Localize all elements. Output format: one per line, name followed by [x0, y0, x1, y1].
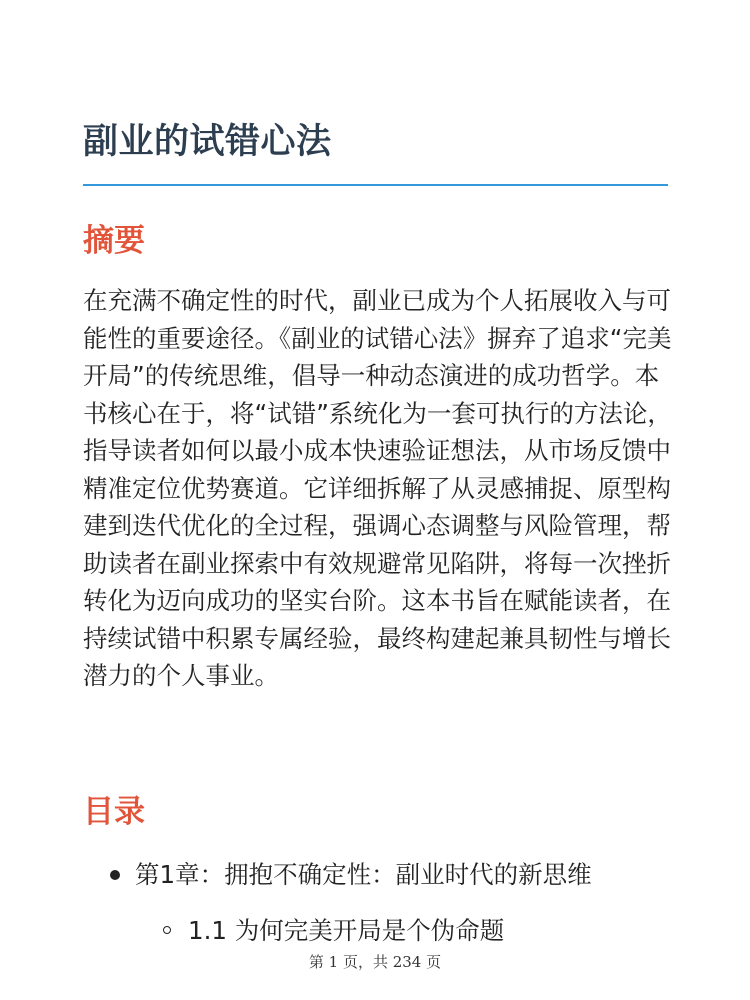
document-page — [83, 0, 672, 1000]
toc-subitem-label: 1.1 为何完美开局是个伪命题 — [188, 916, 505, 945]
hollow-bullet-icon — [163, 926, 171, 934]
filled-bullet-icon — [110, 870, 120, 880]
abstract-paragraph: 在充满不确定性的时代，副业已成为个人拓展收入与可能性的重要途径。《副业的试错心法》摒弃了追求“完美开局”的传统思维，倡导一种动态演进的成功哲学。本书核心在于，将“试错”系统化为一套可执行的方法论，指导读者如何以最小成本快速验证想法，从市场反馈中精准定位优势赛道。它详细拆解了从灵感捕捉、原型构建到迭代优化的全过程，强调心态调整与风险管理，帮助读者在副业探索中有效规避常见陷阱，将每一次挫折转化为迈向成功的坚实台阶。这本书旨在赋能读者，在持续试错中积累专属经验，最终构建起兼具韧性与增长潜力的个人事业。 — [83, 286, 672, 690]
toc-item — [83, 855, 668, 951]
document-title: 副业的试错心法 — [83, 122, 332, 162]
toc-heading: 目录 — [83, 794, 145, 830]
toc-item-label: 第1章：拥抱不确定性：副业时代的新思维 — [135, 860, 592, 889]
abstract-heading: 摘要 — [83, 223, 145, 259]
toc-sublist — [135, 911, 668, 951]
toc-list — [83, 855, 668, 951]
page-indicator: 第 1 页，共 234 页 — [308, 953, 442, 971]
title-divider — [83, 184, 668, 186]
toc-subitem — [83, 911, 668, 951]
